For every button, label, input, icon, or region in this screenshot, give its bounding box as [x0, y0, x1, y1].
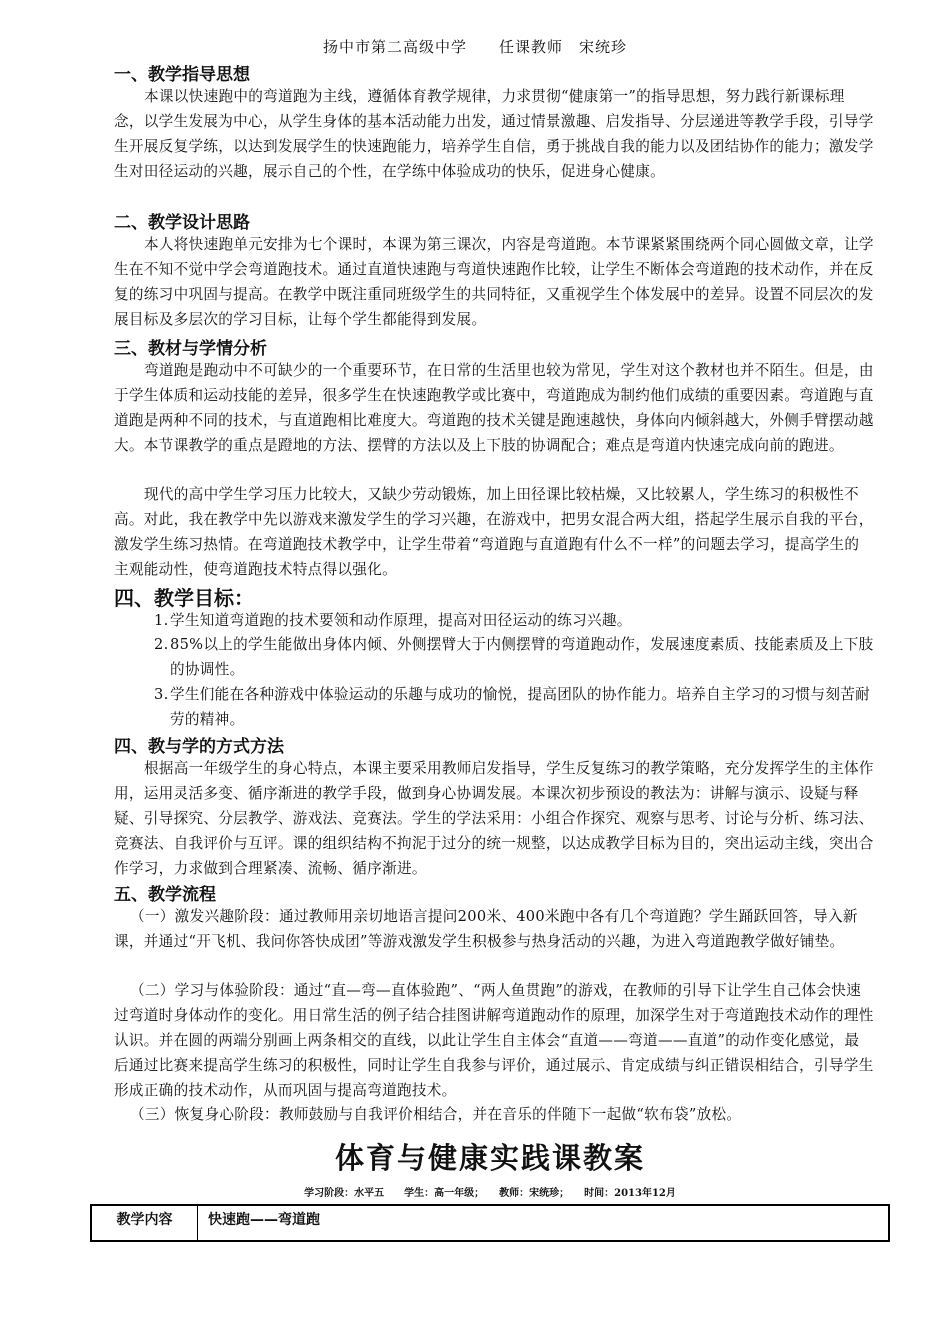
objective-text: 85%以上的学生能做出身体内倾、外侧摆臂大于内侧摆臂的弯道跑动作，发展速度素质、技能素质及上下肢的协调性。: [170, 636, 874, 678]
section-paragraph: 根据高一年级学生的身心特点，本课主要采用教师启发指导，学生反复练习的教学策略，充分发挥学生的主体作用，运用灵活多变、循序渐进的教学手段，做到身心协调发展。本课次初步预设的教法为：讲解与演示、设疑与释疑、引导探究、分层教学、游戏法、竞赛法。学生的学法采用：小组合作探究、观察与思考、讨论与分析、练习法、竞赛法、自我评价与互评。课的组织结构不拘泥于过分的统一规整，以达成教学目标为目的，突出运动主线，突出合作学习，力求做到合理紧凑、流畅、循序渐进。: [114, 760, 874, 877]
section-paragraph: 本课以快速跑中的弯道跑为主线，遵循体育教学规律，力求贯彻“健康第一”的指导思想，努力践行新课标理念，以学生发展为中心，从学生身体的基本活动能力出发，通过情景激趣、启发指导、分层递进等教学手段，引导学生开展反复学练，以达到发展学生的快速跑能力，培养学生自信，勇于挑战自我的能力以及团结协作的能力；激发学生对田径运动的兴趣，展示自己的个性，在学练中体验成功的快乐，促进身心健康。: [114, 88, 874, 180]
section-title-guiding-thought: 一、教学指导思想: [114, 65, 250, 85]
page-header: 扬中市第二高级中学 任课教师 宋统珍: [322, 38, 627, 56]
section-paragraph: 现代的高中学生学习压力比较大，又缺少劳动锻炼，加上田径课比较枯燥，又比较累人，学生练习的积极性不高。对此，我在教学中先以游戏来激发学生的学习兴趣，在游戏中，把男女混合两大组，搭起学生展示自我的平台，激发学生练习热情。在弯道跑技术教学中，让学生带着“弯道跑与直道跑有什么不一样”的问题去学习，提高学生的主观能动性，使弯道跑技术特点得以强化。: [114, 486, 874, 578]
section-title-analysis: 三、教材与学情分析: [114, 339, 267, 359]
content-label-cell: 教学内容: [92, 1206, 198, 1240]
section-title-objectives: 四、教学目标：: [114, 586, 254, 610]
content-value-cell: 快速跑——弯道跑: [208, 1212, 320, 1228]
section-title-methods: 四、教与学的方式方法: [114, 737, 284, 757]
objective-item: [154, 608, 876, 633]
objective-item: [154, 682, 876, 732]
objective-text: 学生们能在各种游戏中体验运动的乐趣与成功的愉悦，提高团队的协作能力。培养自主学习的习惯与刻苦耐劳的精神。: [170, 686, 871, 728]
section-title-design-ideas: 二、教学设计思路: [114, 213, 250, 233]
section-paragraph: （三）恢复身心阶段：教师鼓励与自我评价相结合，并在音乐的伴随下一起做“软布袋”放松。: [130, 1106, 742, 1123]
objective-number: 3.: [154, 686, 169, 703]
section-title-process: 五、教学流程: [114, 885, 216, 905]
section-paragraph: 本人将快速跑单元安排为七个课时，本课为第三课次，内容是弯道跑。本节课紧紧围绕两个同心圆做文章，让学生在不知不觉中学会弯道跑技术。通过直道快速跑与弯道快速跑作比较，让学生不断体会弯道跑的技术动作，并在反复的练习中巩固与提高。在教学中既注重同班级学生的共同特征，又重视学生个体发展中的差异。设置不同层次的发展目标及多层次的学习目标，让每个学生都能得到发展。: [114, 236, 874, 328]
lesson-content-table: [90, 1204, 890, 1242]
section-paragraph: （一）激发兴趣阶段：通过教师用亲切地语言提问200米、400米跑中各有几个弯道跑？学生踊跃回答，导入新课，并通过“开飞机、我问你答快成团”等游戏激发学生积极参与热身活动的兴趣，为进入弯道跑教学做好铺垫。: [114, 908, 858, 950]
section-paragraph: （二）学习与体验阶段：通过“直—弯—直体验跑”、“两人鱼贯跑”的游戏，在教师的引导下让学生自己体会快速过弯道时身体动作的变化。用日常生活的例子结合挂图讲解弯道跑动作的原理，加深学生对于弯道跑技术动作的理性认识。并在圆的两端分别画上两条相交的直线，以此让学生自主体会“直道——弯道——直道”的动作变化感觉，最后通过比赛来提高学生练习的积极性，同时让学生自我参与评价，通过展示、肯定成绩与纠正错误相结合，引导学生形成正确的技术动作，从而巩固与提高弯道跑技术。: [114, 982, 874, 1099]
lesson-plan-meta: 学习阶段：水平五 学生：高一年级； 教师：宋统珍； 时间：2013年12月: [304, 1188, 676, 1199]
objective-item: [154, 632, 876, 682]
lesson-plan-title: 体育与健康实践课教案: [334, 1141, 645, 1175]
section-paragraph: 弯道跑是跑动中不可缺少的一个重要环节，在日常的生活里也较为常见，学生对这个教材也并不陌生。但是，由于学生体质和运动技能的差异，很多学生在快速跑教学或比赛中，弯道跑成为制约他们成绩的重要因素。弯道跑与直道跑是两种不同的技术，与直道跑相比难度大。弯道跑的技术关键是跑速越快，身体向内倾斜越大，外侧手臂摆动越大。本节课教学的重点是蹬地的方法、摆臂的方法以及上下肢的协调配合；难点是弯道内快速完成向前的跑进。: [114, 362, 874, 454]
objective-text: 学生知道弯道跑的技术要领和动作原理，提高对田径运动的练习兴趣。: [170, 612, 632, 629]
objective-number: 1.: [154, 612, 169, 629]
objective-number: 2.: [154, 636, 169, 653]
